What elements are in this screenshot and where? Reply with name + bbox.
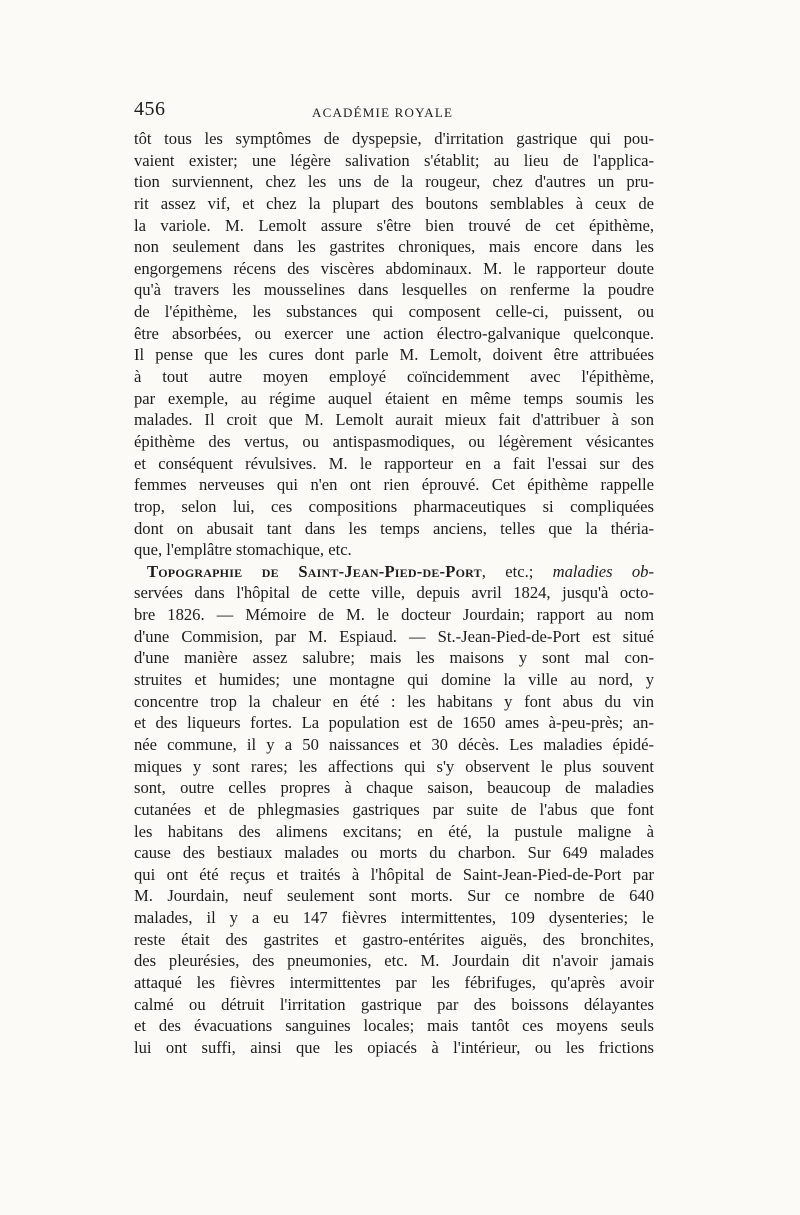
text-line: trop, selon lui, ces compositions pharmaceutiques si compliquées [134, 496, 654, 516]
text-line: servées dans l'hôpital de cette ville, depuis avril 1824, jusqu'à octo- [134, 583, 654, 603]
text-line: que, l'emplâtre stomachique, etc. [134, 540, 352, 560]
text-line: d'une Commision, par M. Espiaud. — St.-Jean-Pied-de-Port est situé [134, 626, 654, 646]
text-line: cause des bestiaux malades ou morts du charbon. Sur 649 malades [134, 843, 654, 863]
body-text [134, 128, 654, 1059]
text-line: de l'épithème, les substances qui composent celle-ci, puissent, ou [134, 302, 654, 322]
text-line: concentre trop la chaleur en été : les habitans y font abus du vin [134, 691, 654, 711]
text-line: struites et humides; une montagne qui domine la ville au nord, y [134, 670, 654, 690]
text-line: qu'à travers les mousselines dans lesquelles on renferme la poudre [134, 280, 654, 300]
text-line: malades, il y a eu 147 fièvres intermittentes, 109 dysenteries; le [134, 908, 654, 928]
text-line: d'une manière assez salubre; mais les maisons y sont mal con- [134, 648, 654, 668]
text-line: sont, outre celles propres à chaque saison, beaucoup de maladies [134, 778, 654, 798]
text-line: les habitans des alimens excitans; en été, la pustule maligne à [134, 821, 654, 841]
text-line: épithème des vertus, ou antispasmodiques, ou légèrement vésicantes [134, 431, 654, 451]
text-line: la variole. M. Lemolt assure s'être bien trouvé de cet épithème, [134, 215, 654, 235]
text-line: à tout autre moyen employé coïncidemment avec l'épithème, [134, 367, 654, 387]
text-line: femmes nerveuses qui n'en ont rien éprouvé. Cet épithème rappelle [134, 475, 654, 495]
text-line: dont on abusait tant dans les temps anciens, telles que la théria- [134, 518, 654, 538]
text-line: engorgemens récens des viscères abdominaux. M. le rapporteur doute [134, 258, 654, 278]
text-line: bre 1826. — Mémoire de M. le docteur Jourdain; rapport au nom [134, 605, 654, 625]
text-line: M. Jourdain, neuf seulement sont morts. Sur ce nombre de 640 [134, 886, 654, 906]
running-head: ACADÉMIE ROYALE [312, 105, 454, 120]
text-line: par exemple, au régime auquel étaient en même temps soumis les [134, 388, 654, 408]
text-line: des pleurésies, des pneumonies, etc. M. Jourdain dit n'avoir jamais [134, 951, 654, 971]
heading-italic-subtitle: maladies ob- [552, 561, 654, 581]
text-line: et des évacuations sanguines locales; mais tantôt ces moyens seuls [134, 1016, 654, 1036]
text-line: Il pense que les cures dont parle M. Lemolt, doivent être attribuées [134, 345, 654, 365]
text-line: non seulement dans les gastrites chroniques, mais encore dans les [134, 237, 654, 257]
text-line: et des liqueurs fortes. La population est de 1650 ames à-peu-près; an- [134, 713, 654, 733]
text-line: lui ont suffi, ainsi que les opiacés à l'intérieur, ou les frictions [134, 1037, 654, 1057]
text-line: vaient exister; une légère salivation s'établit; au lieu de l'applica- [134, 150, 654, 170]
text-line: née commune, il y a 50 naissances et 30 décès. Les maladies épidé- [134, 734, 654, 754]
text-line: et conséquent révulsives. M. le rapporteur en a fait l'essai sur des [134, 453, 654, 473]
heading-suffix: , etc.; [481, 561, 534, 581]
text-line: reste était des gastrites et gastro-entérites aiguës, des bronchites, [134, 929, 654, 949]
text-line: miques y sont rares; les affections qui s'y observent le plus souvent [134, 756, 654, 776]
text-line: calmé ou détruit l'irritation gastrique par des boissons délayantes [134, 994, 654, 1014]
text-line: rit assez vif, et chez la plupart des boutons semblables à ceux de [134, 193, 654, 213]
text-line: être absorbées, ou exercer une action électro-galvanique quelconque. [134, 323, 654, 343]
text-line: tôt tous les symptômes de dyspepsie, d'irritation gastrique qui pou- [134, 129, 654, 148]
text-line: cutanées et de phlegmasies gastriques par suite de l'abus que font [134, 799, 654, 819]
text-line: malades. Il croit que M. Lemolt aurait mieux fait d'attribuer à son [134, 410, 654, 430]
topography-heading-line [134, 561, 654, 583]
text-line: attaqué les fièvres intermittentes par les fébrifuges, qu'après avoir [134, 972, 654, 992]
text-line: tion surviennent, chez les uns de la rougeur, chez d'autres un pru- [134, 172, 654, 192]
page-number: 456 [134, 98, 166, 120]
text-line: qui ont été reçus et traités à l'hôpital de Saint-Jean-Pied-de-Port par [134, 864, 654, 884]
section-heading: Topographie de Saint-Jean-Pied-de-Port [147, 561, 482, 581]
page-header [134, 98, 654, 128]
